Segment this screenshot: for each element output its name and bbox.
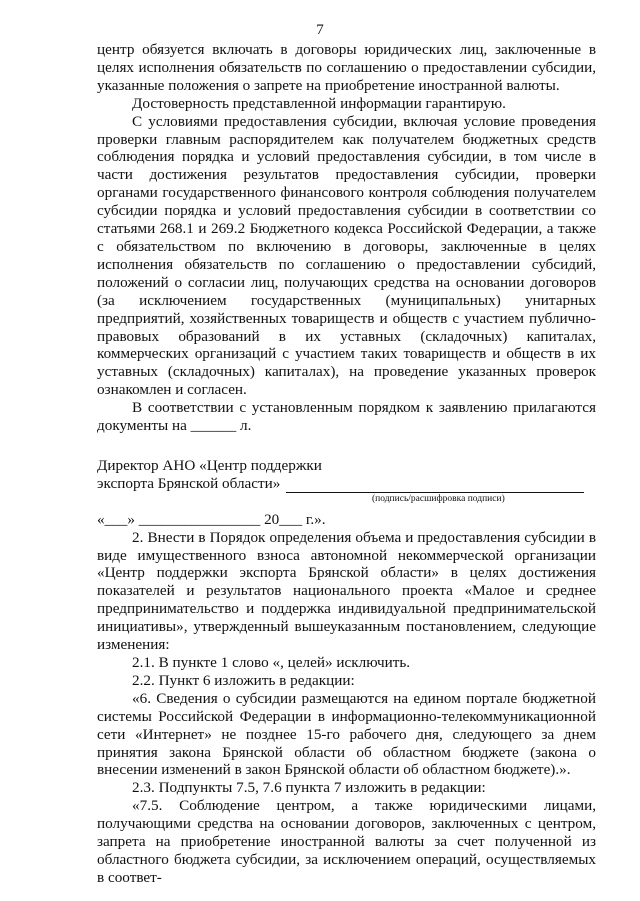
signature-title-line1: Директор АНО «Центр поддержки bbox=[97, 456, 322, 474]
signature-row bbox=[97, 475, 596, 493]
page-number: 7 bbox=[316, 22, 324, 38]
spacer bbox=[97, 435, 596, 457]
paragraph-amendment-2-3: 2.3. Подпункты 7.5, 7.6 пункта 7 изложить в редакции: bbox=[132, 779, 486, 797]
signature-title-line2: экспорта Брянской области» bbox=[97, 474, 281, 492]
paragraph-amendment-2-1: 2.1. В пункте 1 слово «, целей» исключить. bbox=[132, 654, 411, 671]
paragraph-foreign-currency: центр обязуется включать в договоры юридических лиц, заключенные в целях исполнения обязательств по соглашению о предоставлении субсидии, указанные положения о запрете на приобретение иностранной валюты. bbox=[97, 41, 596, 94]
paragraph-amendment-intro: 2. Внести в Порядок определения объема и предоставления субсидии в виде имущественного взноса автономной некоммерческой организации «Центр поддержки экспорта Брянской области» в целях достижения показателей и результатов национального проекта «Малое и среднее предпринимательство и поддержка индивидуальной предпринимательской инициативы», утвержденный вышеуказанным постановлением, следующие изменения: bbox=[97, 528, 596, 654]
paragraph-guarantee: Достоверность представленной информации гарантирую. bbox=[132, 94, 506, 112]
document-body bbox=[97, 41, 596, 887]
signature-date: «___» ________________ 20___ г.». bbox=[97, 510, 326, 528]
signature-caption: (подпись/расшифровка подписи) bbox=[372, 493, 505, 504]
paragraph-conditions: С условиями предоставления субсидии, включая условие проведения проверки главным распорядителем как получателем бюджетных средств соблюдения порядка и условий предоставления субсидии, в том числе в части достижения результатов предоставления субсидии, проверки органами государственного финансового контроля соблюдения получателем субсидии порядка и условий предоставления субсидии в соответствии со статьями 268.1 и 269.2 Бюджетного кодекса Российской Федерации, а также с обязательством по включению в договоры, заключенные в целях исполнения обязательств по соглашению о предоставлении субсидий, положений о согласии лиц, получающих средства на основании договоров (за исключением государственных (муниципальных) унитарных предприятий, хозяйственных товариществ и обществ с участием публично-правовых образований в их уставных (складочных) капиталах, коммерческих организаций с участием таких товариществ и обществ в их уставных (складочных) капиталах), на проведение указанных проверок ознакомлен и согласен. bbox=[97, 112, 596, 399]
paragraph-point-7-5: «7.5. Соблюдение центром, а также юридическими лицами, получающими средства на основании договоров, заключенных с центром, запрета на приобретение иностранной валюты за счет полученной из областного бюджета субсидии, за исключением операций, осуществляемых в соответ- bbox=[97, 797, 596, 886]
paragraph-attachments: В соответствии с установленным порядком к заявлению прилагаются документы на ______ л. bbox=[97, 399, 596, 435]
signature-line bbox=[286, 478, 584, 493]
paragraph-amendment-2-2: 2.2. Пункт 6 изложить в редакции: bbox=[132, 671, 355, 689]
paragraph-point-6: «6. Сведения о субсидии размещаются на едином портале бюджетной системы Российской Федерации в информационно-телекоммуникационной сети «Интернет» не позднее 15-го рабочего дня, следующего за днем принятия закона Брянской области об областном бюджете (закона о внесении изменений в закон Брянской области об областном бюджете).». bbox=[97, 689, 596, 779]
